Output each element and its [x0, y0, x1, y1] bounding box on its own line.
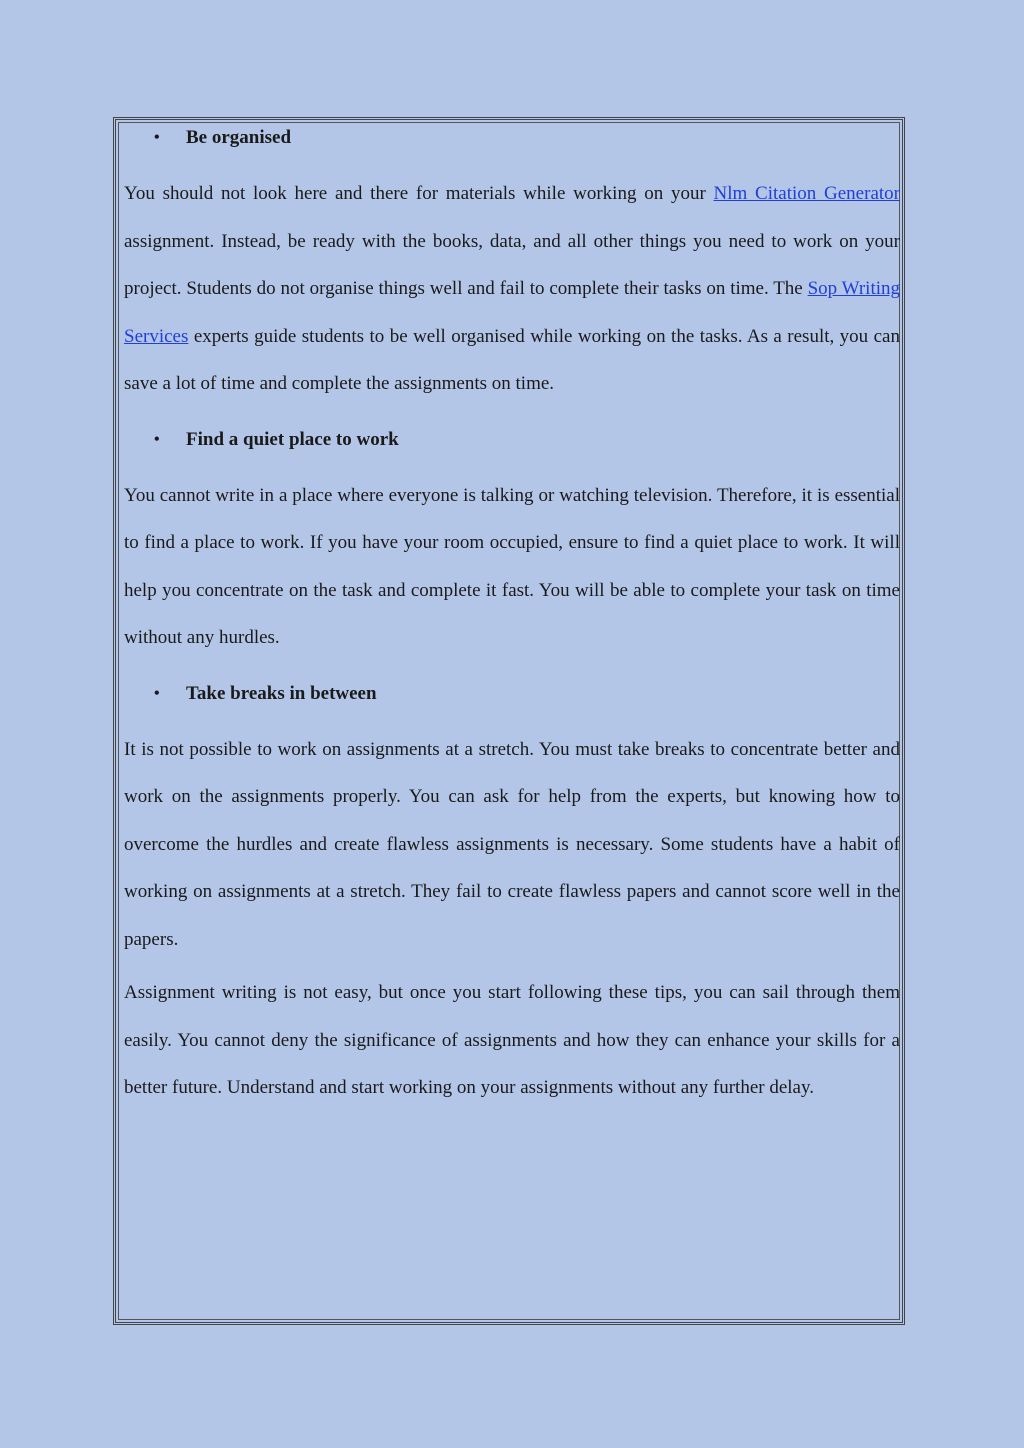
- section-heading-quiet-place: [124, 424, 900, 456]
- section-heading-take-breaks: [124, 678, 900, 710]
- heading-text: Take breaks in between: [186, 682, 377, 704]
- paragraph-conclusion: Assignment writing is not easy, but once you start following these tips, you can sail through them easily. You cannot deny the significance of assignments and how they can enhance your skills for a better future. Understand and start working on your assignments without any further delay.: [124, 982, 900, 1098]
- paragraph-be-organised: [124, 170, 900, 408]
- bullet-icon: •: [154, 430, 160, 448]
- nlm-citation-generator-link[interactable]: Nlm Citation Generator: [713, 183, 900, 204]
- paragraph-text: assignment. Instead, be ready with the books, data, and all other things you need to work on your project. Students do not organise things well and fail to complete their tasks on time. The: [124, 230, 900, 299]
- section-heading-be-organised: [124, 122, 900, 154]
- heading-text: Find a quiet place to work: [186, 428, 399, 450]
- paragraph-take-breaks: It is not possible to work on assignments at a stretch. You must take breaks to concentrate better and work on the assignments properly. You can ask for help from the experts, but knowing how to overcome the hurdles and create flawless assignments is necessary. Some students have a habit of working on assignments at a stretch. They fail to create flawless papers and cannot score well in the papers.: [124, 738, 900, 950]
- paragraph-quiet-place: You cannot write in a place where everyone is talking or watching television. Therefore, it is essential to find a place to work. If you have your room occupied, ensure to find a quiet place to work. It will help you concentrate on the task and complete it fast. You will be able to complete your task on time without any hurdles.: [124, 484, 900, 648]
- paragraph-text: experts guide students to be well organised while working on the tasks. As a result, you can save a lot of time and complete the assignments on time.: [124, 325, 900, 394]
- sop-writing-services-link[interactable]: Sop Writing Services: [124, 278, 900, 347]
- heading-text: Be organised: [186, 127, 292, 148]
- document-body: [124, 122, 900, 1112]
- paragraph-text: You should not look here and there for materials while working on your: [124, 183, 714, 204]
- bullet-icon: •: [154, 129, 160, 146]
- bullet-icon: •: [154, 684, 160, 702]
